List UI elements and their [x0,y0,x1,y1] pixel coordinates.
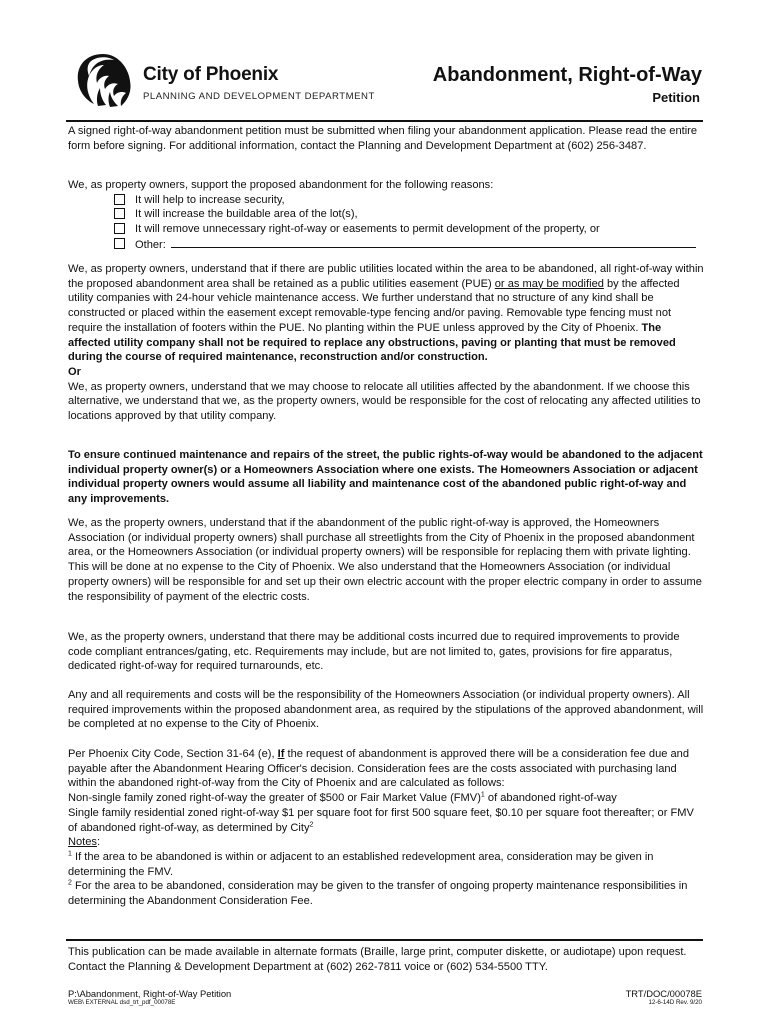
phoenix-bird-logo-icon [70,48,136,110]
consideration-if-word: If [277,748,285,760]
document-subtitle: Petition [652,90,700,105]
note-text: If the area to be abandoned is within or adjacent to an established redevelopment area, consideration may be given in determining the FMV. [68,850,654,878]
document-id: TRT/DOC/00078E [625,988,702,999]
streetlights-text: We, as the property owners, understand that if the abandonment of the public right-of-way is approved, the Homeowners Association (or individual property owners) shall purchase all streetlights from the City of Phoenix in the proposed abandonment area, or the Homeowners Association (or individual property owners) will be responsible for replacing them with private lighting. This will be done at no expense to the City of Phoenix. We also understand that the Homeowners Association (or individual property owners) will be responsible for and set up their own electric account with the proper electric company in order to assume the responsibility of payment of the electric costs. [68,517,702,603]
file-path: P:\Abandonment, Right-of-Way Petition [68,988,232,999]
utilities-text [68,262,704,365]
note-2 [68,879,704,908]
intro-paragraph [68,124,704,153]
reasons-lead: We, as property owners, support the proposed abandonment for the following reasons: [68,179,494,191]
reason-label: Other: [135,238,166,251]
single-family-fee [68,806,704,835]
remove-easements-checkbox[interactable] [114,223,125,234]
footnote-marker: 1 [68,850,72,858]
reason-other [68,237,704,252]
document-title: Abandonment, Right-of-Way [432,64,702,86]
note-text: For the area to be abandoned, consideration may be given to the transfer of ongoing property maintenance responsibilities in determining the Abandonment Consideration Fee. [68,880,688,908]
org-department: PLANNING AND DEVELOPMENT DEPARTMENT [143,91,375,102]
org-name: City of Phoenix [143,64,279,85]
intro-text: A signed right-of-way abandonment petition must be submitted when filing your abandonment application. Please read the entire form before signing. For additional information, contact the Planning and Development Department at (602) 256-3487. [68,125,698,152]
fee-text-part: Single family residential zoned right-of-way $1 per square foot for first 500 square feet, $0.10 per square foot thereafter; or FMV of abandoned right-of-way, as determined by City [68,806,694,834]
consideration-intro [68,747,704,791]
relocation-alternative-text: We, as property owners, understand that we may choose to relocate all utilities affected by the abandonment. If we choose this alternative, we understand that we, as the property owners, would be responsible for the cost of relocating any affected utilities to locations approved by that utility company. [68,380,701,423]
non-single-family-fee [68,791,704,806]
additional-costs-paragraph [68,630,704,674]
header-divider [66,120,703,122]
footnote-marker: 1 [480,791,485,799]
consideration-text-part: Per Phoenix City Code, Section 31-64 (e), [68,748,278,760]
fee-text-part: of abandoned right-of-way [484,792,617,805]
or-label: Or [68,365,81,378]
footnote-marker: 2 [68,879,72,887]
reason-label: It will remove unnecessary right-of-way or easements to permit development of the property, or [135,223,600,236]
reason-label: It will increase the buildable area of the lot(s), [135,208,358,221]
security-checkbox[interactable] [114,194,125,205]
other-reason-field[interactable] [171,237,696,248]
consideration-fee-section [68,747,704,909]
reason-buildable-area [68,207,704,222]
other-checkbox[interactable] [114,238,125,249]
footer-divider [66,939,703,941]
fee-text-part: Non-single family zoned right-of-way the greater of $500 or Fair Market Value (FMV) [68,792,481,805]
utilities-underlined-text: or as may be modified [494,277,604,290]
revision-date: 12-6-14D Rev. 9/20 [648,999,702,1006]
reason-security [68,193,704,208]
notes-colon: : [96,836,101,849]
footnote-marker: 2 [309,820,314,828]
hoa-maintenance-text: To ensure continued maintenance and repairs of the street, the public rights-of-way would be abandoned to the adjacent individual property owner(s) or a Homeowners Association where one exists. The Homeowners Association or adjacent individual property owners would assume all liability and maintenance cost of the abandoned public right-of-way and any improvements. [68,449,703,506]
web-path: WEB\ EXTERNAL dsd_trt_pdf_00078E [68,999,176,1006]
streetlights-paragraph [68,516,704,604]
utilities-text-part: by the affected utility companies with 24-hour vehicle maintenance access. We further understand that no structure of any kind shall be constructed or placed within the easement except removable-type fencing and/or paving. Removable type fencing must not require the installation of footers within the PUE. No planting within the PUE unless approved by the City of Phoenix. [68,277,680,334]
buildable-area-checkbox[interactable] [114,208,125,219]
note-1 [68,850,704,879]
reasons-section [68,178,704,251]
consideration-text-part: the request of abandonment is approved there will be a consideration fee due and payable after the Abandonment Hearing Officer's decision. Consideration fees are the costs associated with purchasing land within the abandoned right-of-way from the City of Phoenix and are calculated as follows: [68,748,690,790]
utilities-bold-text: The affected utility company shall not be required to replace any obstructions, paving or planting that must be removed during the course of required maintenance, reconstruction and/or construction. [68,321,676,364]
notes-heading [68,835,704,850]
reason-remove-easements [68,222,704,237]
requirements-paragraph [68,688,704,732]
reason-label: It will help to increase security, [135,193,285,206]
additional-costs-text: We, as the property owners, understand that there may be additional costs incurred due to required improvements to provide code compliant entrances/gating, etc. Requirements may include, but are not limited to, gates, provisions for fire apparatus, dedicated right-of-way for required turnarounds, etc. [68,631,680,673]
utilities-paragraph [68,262,704,424]
utilities-text-part: We, as property owners, understand that if there are public utilities located within the area to be abandoned, all right-of-way within the proposed abandonment area shall be retained as a public utilities easement (PUE) [68,263,704,290]
accessibility-notice: This publication can be made available in alternate formats (Braille, large print, computer diskette, or audiotape) upon request. Contact the Planning & Development Department at (602) 262-7811 voice or (602) 534-5500 TTY. [68,946,687,973]
hoa-maintenance-paragraph [68,448,704,507]
notes-label: Notes [68,836,97,849]
requirements-text: Any and all requirements and costs will be the responsibility of the Homeowners Association (or individual property owners). All required improvements within the proposed abandonment area, as required by the stipulations of the approved abandonment, will be completed at no expense to the City of Phoenix. [68,689,704,731]
